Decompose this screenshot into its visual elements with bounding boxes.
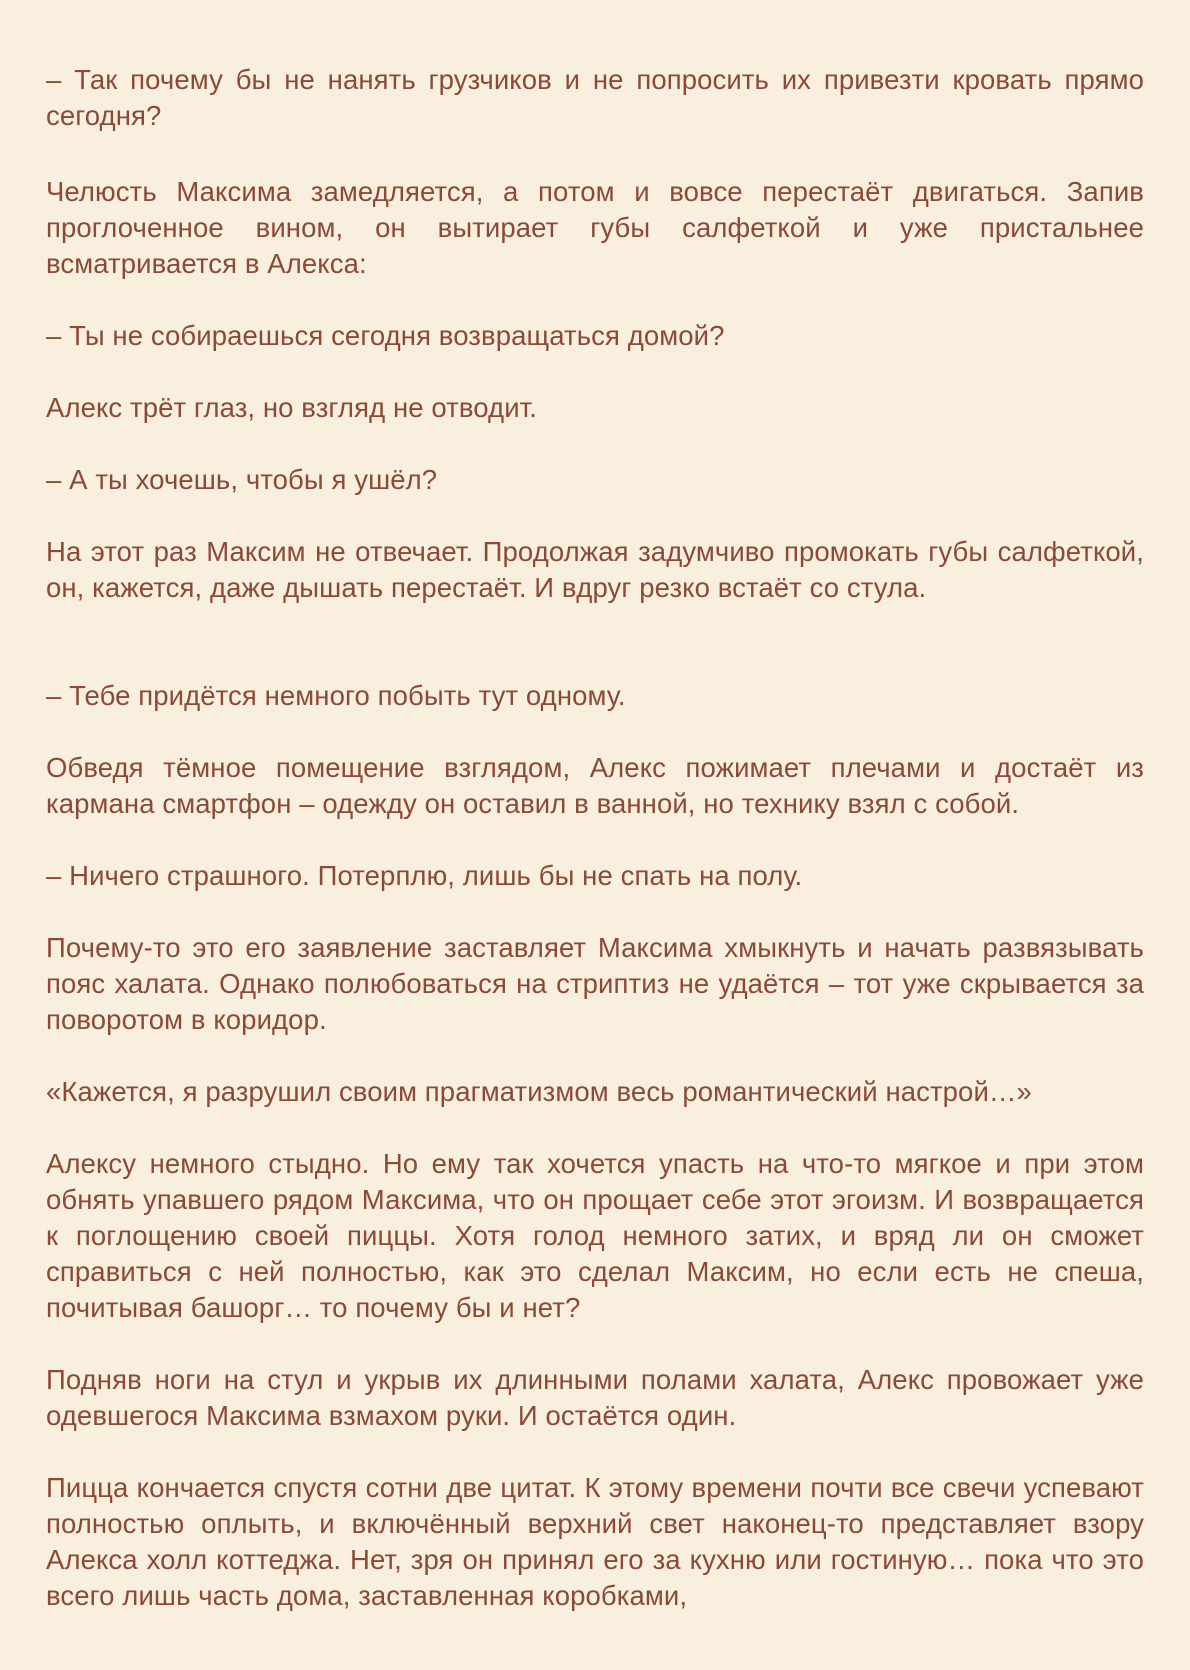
paragraph-3: – Ты не собираешься сегодня возвращаться домой? bbox=[46, 320, 725, 351]
paragraph-13: Подняв ноги на стул и укрыв их длинными полами халата, Алекс провожает уже одевшегося Максима взмахом руки. И остаётся один. bbox=[46, 1364, 1144, 1431]
paragraph-14: Пицца кончается спустя сотни две цитат. К этому времени почти все свечи успевают полностью оплыть, и включённый верхний свет наконец-то представляет взору Алекса холл коттеджа. Нет, зря он принял его за кухню или гостиную… пока что это всего лишь часть дома, заставленная коробками, bbox=[46, 1472, 1144, 1611]
paragraph-4: Алекс трёт глаз, но взгляд не отводит. bbox=[46, 392, 538, 423]
paragraph-9: – Ничего страшного. Потерплю, лишь бы не спать на полу. bbox=[46, 860, 803, 891]
paragraph-2: Челюсть Максима замедляется, а потом и вовсе перестаёт двигаться. Запив проглоченное вином, он вытирает губы салфеткой и уже пристальнее всматривается в Алекса: bbox=[46, 176, 1144, 279]
paragraph-12: Алексу немного стыдно. Но ему так хочется упасть на что-то мягкое и при этом обнять упавшего рядом Максима, что он прощает себе этот эгоизм. И возвращается к поглощению своей пиццы. Хотя голод немного затих, и вряд ли он сможет справиться с ней полностью, как это сделал Максим, но если есть не спеша, почитывая башорг… то почему бы и нет? bbox=[46, 1148, 1144, 1323]
paragraph-10: Почему-то это его заявление заставляет Максима хмыкнуть и начать развязывать пояс халата. Однако полюбоваться на стриптиз не удаётся – тот уже скрывается за поворотом в коридор. bbox=[46, 932, 1144, 1035]
paragraph-1: – Так почему бы не нанять грузчиков и не попросить их привезти кровать прямо сегодня? bbox=[46, 64, 1144, 131]
paragraph-8: Обведя тёмное помещение взглядом, Алекс пожимает плечами и достаёт из кармана смартфон – одежду он оставил в ванной, но технику взял с собой. bbox=[46, 752, 1144, 819]
paragraph-7: – Тебе придётся немного побыть тут одному. bbox=[46, 680, 626, 711]
paragraph-11: «Кажется, я разрушил своим прагматизмом весь романтический настрой…» bbox=[46, 1076, 1032, 1107]
paragraph-5: – А ты хочешь, чтобы я ушёл? bbox=[46, 464, 438, 495]
paragraph-6: На этот раз Максим не отвечает. Продолжая задумчиво промокать губы салфеткой, он, кажется, даже дышать перестаёт. И вдруг резко встаёт со стула. bbox=[46, 536, 1144, 603]
